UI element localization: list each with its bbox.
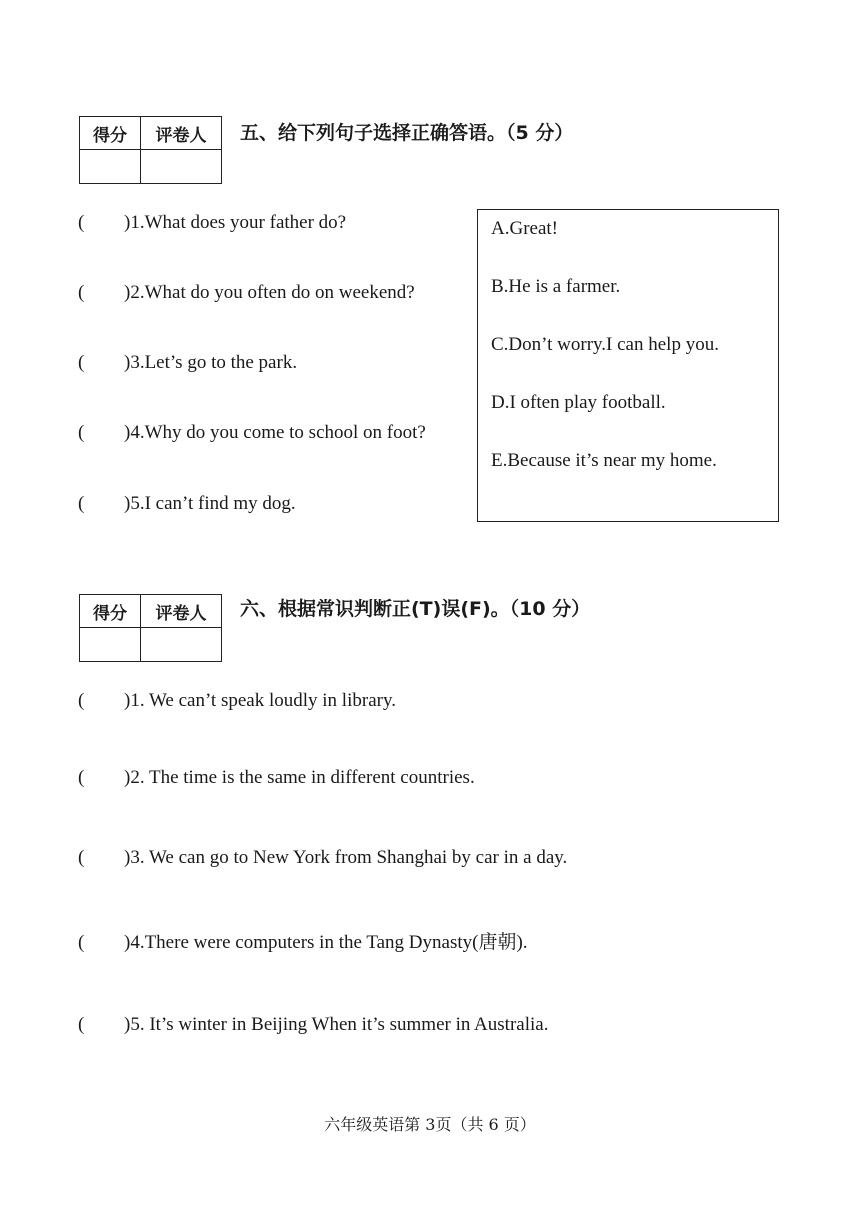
- page-footer: 六年级英语第 3页（共 6 页）: [324, 1115, 536, 1134]
- score-table-section6: [79, 594, 222, 662]
- answer-blank[interactable]: (: [78, 690, 85, 711]
- section6-question-1: [78, 690, 396, 712]
- section5-title: 五、给下列句子选择正确答语。（5 分）: [240, 122, 574, 144]
- score-table-section5: [79, 116, 222, 184]
- option-e: E.Because it’s near my home.: [491, 450, 717, 471]
- question-text: )4.Why do you come to school on foot?: [124, 422, 426, 443]
- score-label: 得分: [80, 595, 141, 628]
- question-text: )4.There were computers in the Tang Dynasty(唐朝).: [124, 932, 528, 953]
- grader-label: 评卷人: [141, 595, 222, 628]
- section5-question-4: [78, 422, 426, 444]
- question-text: )3.Let’s go to the park.: [124, 352, 298, 373]
- answer-options-box: [477, 209, 779, 522]
- section5-question-1: [78, 212, 346, 234]
- answer-blank[interactable]: (: [78, 932, 85, 953]
- section6-title: 六、根据常识判断正(T)误(F)。（10 分）: [240, 598, 591, 620]
- grader-label: 评卷人: [141, 117, 222, 150]
- answer-blank[interactable]: (: [78, 212, 85, 233]
- option-d: D.I often play football.: [491, 392, 666, 413]
- answer-blank[interactable]: (: [78, 847, 85, 868]
- answer-blank[interactable]: (: [78, 767, 85, 788]
- option-b: B.He is a farmer.: [491, 276, 621, 297]
- question-text: )5.I can’t find my dog.: [124, 493, 296, 514]
- score-cell[interactable]: [80, 628, 141, 662]
- score-cell[interactable]: [80, 150, 141, 184]
- section5-question-5: [78, 493, 296, 515]
- option-c: C.Don’t worry.I can help you.: [491, 334, 719, 355]
- section5-question-3: [78, 352, 297, 374]
- question-text: )2. The time is the same in different countries.: [124, 767, 475, 788]
- score-label: 得分: [80, 117, 141, 150]
- section6-question-3: [78, 847, 567, 869]
- question-text: )2.What do you often do on weekend?: [124, 282, 415, 303]
- question-text: )1.What does your father do?: [124, 212, 347, 233]
- section6-question-2: [78, 767, 475, 789]
- grader-cell[interactable]: [141, 150, 222, 184]
- section5-question-2: [78, 282, 415, 304]
- grader-cell[interactable]: [141, 628, 222, 662]
- question-text: )3. We can go to New York from Shanghai by car in a day.: [124, 847, 568, 868]
- answer-blank[interactable]: (: [78, 1014, 85, 1035]
- section6-question-5: [78, 1014, 548, 1036]
- question-text: )1. We can’t speak loudly in library.: [124, 690, 396, 711]
- answer-blank[interactable]: (: [78, 422, 85, 443]
- answer-blank[interactable]: (: [78, 352, 85, 373]
- question-text: )5. It’s winter in Beijing When it’s summer in Australia.: [124, 1014, 549, 1035]
- option-a: A.Great!: [491, 218, 558, 239]
- answer-blank[interactable]: (: [78, 282, 85, 303]
- answer-blank[interactable]: (: [78, 493, 85, 514]
- section6-question-4: [78, 927, 528, 954]
